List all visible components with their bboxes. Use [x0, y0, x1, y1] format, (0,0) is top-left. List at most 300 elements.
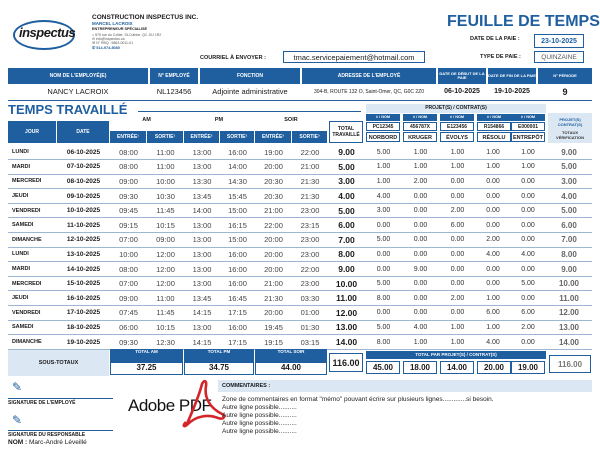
projects-total-header [548, 113, 592, 143]
period[interactable]: 9 [562, 87, 568, 97]
row-project-hours[interactable]: 0.00 [510, 291, 546, 306]
row-project-hours[interactable]: 5.00 [365, 276, 402, 291]
project-name[interactable]: KRUGER [403, 132, 437, 142]
subtotal-soir: 44.00 [255, 362, 327, 375]
row-project-hours[interactable]: 1.00 [476, 320, 510, 335]
row-time[interactable]: 14:30 [220, 174, 255, 189]
row-time[interactable]: 20:30 [255, 189, 292, 204]
timesheet-rows [8, 145, 592, 350]
row-time[interactable]: 16:00 [220, 276, 255, 291]
row-project-hours[interactable]: 0.00 [402, 306, 439, 321]
subtotal-am-label: TOTAL AM [110, 349, 183, 362]
row-project-hours[interactable]: 0.00 [402, 276, 439, 291]
row-time[interactable]: 12:00 [147, 276, 184, 291]
row-project-total: 6.00 [546, 218, 592, 233]
col-am: AM [142, 117, 151, 123]
row-date[interactable]: 14-10-2025 [57, 262, 110, 277]
row-project-hours[interactable]: 0.00 [402, 189, 439, 204]
row-project-hours[interactable]: 0.00 [365, 218, 402, 233]
row-time[interactable]: 23:00 [292, 247, 328, 262]
emp-function[interactable]: Adjointe administrative [212, 87, 288, 96]
row-time[interactable]: 07:00 [110, 233, 147, 248]
table-row [8, 189, 592, 204]
row-time[interactable]: 17:15 [220, 335, 255, 350]
row-time[interactable]: 21:30 [292, 174, 328, 189]
col-total: TOTAL TRAVAILLÉ [329, 121, 363, 143]
col-date: DATE [57, 121, 109, 143]
emp-address[interactable]: 304-B, ROUTE 132 O, Saint-Omer, QC, G0C 2Z0 [313, 89, 425, 95]
row-date[interactable]: 16-10-2025 [57, 291, 110, 306]
row-day: JEUDI [8, 291, 57, 306]
row-project-hours[interactable]: 2.00 [402, 174, 439, 189]
pencil-icon: ✎ [12, 380, 23, 394]
emp-name[interactable]: NANCY LACROIX [47, 87, 109, 96]
row-project-hours[interactable]: 0.00 [439, 189, 476, 204]
row-time[interactable]: 13:30 [184, 174, 220, 189]
row-date[interactable]: 08-10-2025 [57, 174, 110, 189]
subtotal-total: 116.00 [329, 353, 363, 372]
row-project-total: 9.00 [546, 145, 592, 160]
row-project-hours[interactable]: 2.00 [439, 203, 476, 218]
table-row [8, 335, 592, 350]
col-sortie-3: SORTIE³ [292, 131, 327, 143]
row-time[interactable]: 12:00 [147, 262, 184, 277]
row-project-hours[interactable]: 1.00 [439, 320, 476, 335]
row-project-hours[interactable]: 0.00 [402, 247, 439, 262]
comments-label: COMMENTAIRES : [218, 380, 592, 392]
row-time[interactable]: 14:00 [220, 160, 255, 175]
row-project-hours[interactable]: 0.00 [439, 174, 476, 189]
row-time[interactable]: 13:00 [184, 276, 220, 291]
row-project-hours[interactable]: 8.00 [365, 335, 402, 350]
row-project-hours[interactable]: 4.00 [365, 189, 402, 204]
project-num-label: # / NOM [511, 114, 545, 121]
row-project-hours[interactable]: 0.00 [402, 218, 439, 233]
emp-number-header: N° EMPLOYÉ [150, 68, 198, 84]
pay-end-header: DATE DE FIN DE LA PAIE [488, 68, 536, 84]
row-project-total: 10.00 [546, 276, 592, 291]
row-project-hours[interactable]: 1.00 [365, 174, 402, 189]
row-project-hours[interactable]: 2.00 [476, 233, 510, 248]
row-time[interactable]: 13:00 [184, 218, 220, 233]
row-project-hours[interactable]: 4.00 [402, 320, 439, 335]
subtotal-proj-label: TOTAL PAR PROJET(S) / CONTRAT(S) [366, 351, 546, 359]
table-row [8, 306, 592, 321]
row-project-hours[interactable]: 1.00 [439, 145, 476, 160]
row-project-hours[interactable]: 0.00 [510, 174, 546, 189]
row-project-hours[interactable]: 0.00 [476, 276, 510, 291]
row-time[interactable]: 08:00 [110, 145, 147, 160]
row-project-hours[interactable]: 5.00 [365, 320, 402, 335]
row-project-hours[interactable]: 0.00 [476, 218, 510, 233]
section-title: TEMPS TRAVAILLÉ [8, 102, 128, 117]
pay-end[interactable]: 19-10-2025 [494, 88, 530, 95]
col-day: JOUR [8, 121, 56, 143]
row-project-total: 13.00 [546, 320, 592, 335]
projects-total-sub: TOTAUX VÉRIFICATION [556, 130, 584, 140]
company-rbq: ⚒ N° RBQ : 5863-0011-01 [92, 41, 134, 45]
row-project-hours[interactable]: 1.00 [510, 145, 546, 160]
row-project-hours[interactable]: 0.00 [510, 218, 546, 233]
row-project-hours[interactable]: 1.00 [365, 160, 402, 175]
row-total: 14.00 [328, 335, 365, 350]
row-day: DIMANCHE [8, 335, 57, 350]
row-time[interactable]: 20:00 [255, 262, 292, 277]
row-project-hours[interactable]: 0.00 [476, 262, 510, 277]
project-name[interactable]: ÉVOLYS [440, 132, 474, 142]
row-date[interactable]: 06-10-2025 [57, 145, 110, 160]
row-project-hours[interactable]: 1.00 [439, 335, 476, 350]
row-time[interactable]: 16:00 [220, 247, 255, 262]
row-project-hours[interactable]: 0.00 [439, 306, 476, 321]
row-time[interactable]: 21:00 [292, 160, 328, 175]
table-row [8, 145, 592, 160]
row-time[interactable]: 09:00 [110, 291, 147, 306]
row-total: 5.00 [328, 203, 365, 218]
row-project-hours[interactable]: 1.00 [402, 335, 439, 350]
row-project-hours[interactable]: 0.00 [510, 262, 546, 277]
pay-type-value[interactable]: QUINZAINE [534, 51, 584, 63]
project-num-label: # / NOM [477, 114, 511, 121]
row-time[interactable]: 11:45 [147, 306, 184, 321]
company-address: ⌂ 575 rue du Collier, St-Cuthbe, QC J0J 1R2 [92, 33, 162, 37]
table-row [8, 291, 592, 306]
row-time[interactable]: 11:00 [147, 291, 184, 306]
col-sortie-2: SORTIE² [220, 131, 254, 143]
row-time[interactable]: 06:00 [110, 320, 147, 335]
row-day: MARDI [8, 160, 57, 175]
row-time[interactable]: 09:00 [110, 174, 147, 189]
row-time[interactable]: 15:45 [220, 189, 255, 204]
row-project-hours[interactable]: 1.00 [402, 160, 439, 175]
project-code[interactable]: E123456 [440, 122, 474, 131]
row-total: 3.00 [328, 174, 365, 189]
projects-header: PROJET(S) / CONTRAT(S) [366, 104, 546, 113]
row-project-hours[interactable]: 6.00 [476, 306, 510, 321]
row-project-hours[interactable]: 0.00 [439, 276, 476, 291]
row-time[interactable]: 20:00 [255, 306, 292, 321]
row-total: 11.00 [328, 291, 365, 306]
row-total: 8.00 [328, 247, 365, 262]
row-project-hours[interactable]: 1.00 [439, 160, 476, 175]
row-time[interactable]: 15:00 [220, 203, 255, 218]
row-project-hours[interactable]: 0.00 [476, 203, 510, 218]
project-code[interactable]: PC12345 [366, 122, 400, 131]
row-total: 10.00 [328, 276, 365, 291]
row-total: 12.00 [328, 306, 365, 321]
company-contact: MARCEL LACROIX [92, 21, 133, 26]
row-time[interactable]: 15:00 [220, 233, 255, 248]
row-date[interactable]: 19-10-2025 [57, 335, 110, 350]
emp-address-header: ADRESSE DE L'EMPLOYÉ [302, 68, 436, 84]
row-time[interactable]: 09:30 [110, 335, 147, 350]
row-time[interactable]: 12:30 [147, 335, 184, 350]
project-name[interactable]: ENTREPÔT [511, 132, 545, 142]
row-total: 7.00 [328, 233, 365, 248]
row-project-hours[interactable]: 1.00 [402, 145, 439, 160]
row-project-hours[interactable]: 0.00 [476, 174, 510, 189]
row-date[interactable]: 15-10-2025 [57, 276, 110, 291]
row-project-hours[interactable]: 0.00 [402, 203, 439, 218]
row-time[interactable]: 03:30 [292, 291, 328, 306]
row-day: MERCREDI [8, 174, 57, 189]
emp-name-header: NOM DE L'EMPLOYÉ(E) [8, 68, 148, 84]
row-total: 5.00 [328, 160, 365, 175]
subtotal-pm: 34.75 [184, 362, 254, 375]
col-soir: SOIR [284, 117, 298, 123]
comment-line: Zone de commentaires en format "mémo" pouvant écrire sur plusieurs lignes.............si besoin. [222, 396, 494, 403]
table-row [8, 160, 592, 175]
row-time[interactable]: 07:00 [110, 276, 147, 291]
comments-box[interactable] [222, 396, 590, 436]
row-project-hours[interactable]: 6.00 [439, 218, 476, 233]
row-project-hours[interactable]: 4.00 [510, 247, 546, 262]
pay-date-label: DATE DE LA PAIE : [470, 36, 520, 42]
row-day: MERCREDI [8, 276, 57, 291]
row-total: 9.00 [328, 262, 365, 277]
comment-line: Autre ligne possible.......... [222, 404, 297, 411]
row-time[interactable]: 16:15 [220, 218, 255, 233]
row-date[interactable]: 12-10-2025 [57, 233, 110, 248]
project-subtotal: 14.00 [440, 361, 474, 374]
row-project-total: 7.00 [546, 233, 592, 248]
row-time[interactable]: 16:00 [220, 262, 255, 277]
row-time[interactable]: 21:30 [292, 189, 328, 204]
row-project-hours[interactable]: 0.00 [365, 306, 402, 321]
project-code[interactable]: R154866 [477, 122, 511, 131]
row-time[interactable]: 22:00 [292, 145, 328, 160]
row-project-total: 5.00 [546, 203, 592, 218]
project-num-label: # / NOM [440, 114, 474, 121]
col-entree-3: ENTRÉE³ [255, 131, 291, 143]
row-time[interactable]: 21:00 [255, 203, 292, 218]
row-project-hours[interactable]: 2.00 [510, 320, 546, 335]
row-project-hours[interactable]: 6.00 [510, 306, 546, 321]
table-row [8, 262, 592, 277]
row-time[interactable]: 16:00 [220, 320, 255, 335]
row-time[interactable]: 14:00 [184, 203, 220, 218]
company-logo-text: inspectus [19, 25, 76, 40]
row-project-total: 5.00 [546, 160, 592, 175]
table-row [8, 247, 592, 262]
timesheet-table [8, 145, 592, 350]
row-total: 13.00 [328, 320, 365, 335]
company-info [92, 14, 252, 50]
row-project-hours[interactable]: 1.00 [476, 160, 510, 175]
project-code[interactable]: E000001 [511, 122, 545, 131]
row-time[interactable]: 12:00 [147, 247, 184, 262]
row-project-hours[interactable]: 0.00 [510, 189, 546, 204]
row-time[interactable]: 19:15 [255, 335, 292, 350]
row-time[interactable]: 23:00 [292, 203, 328, 218]
row-time[interactable]: 10:00 [110, 247, 147, 262]
signature-manager-line [8, 430, 113, 431]
project-subtotal: 45.00 [366, 361, 400, 374]
row-time[interactable]: 20:00 [255, 233, 292, 248]
col-sortie-1: SORTIE¹ [147, 131, 183, 143]
row-time[interactable]: 16:00 [220, 145, 255, 160]
row-time[interactable]: 22:00 [292, 262, 328, 277]
row-time[interactable]: 10:15 [147, 320, 184, 335]
row-project-hours[interactable]: 1.00 [476, 291, 510, 306]
row-project-hours[interactable]: 3.00 [365, 203, 402, 218]
subtotal-soir-label: TOTAL SOIR [255, 349, 327, 362]
row-time[interactable]: 13:00 [184, 160, 220, 175]
period-header: N° PÉRIODE [538, 68, 592, 84]
row-date[interactable]: 18-10-2025 [57, 320, 110, 335]
email-label: COURRIEL À ENVOYER : [200, 55, 266, 61]
table-row [8, 218, 592, 233]
row-project-hours[interactable]: 4.00 [476, 247, 510, 262]
row-project-hours[interactable]: 0.00 [476, 189, 510, 204]
table-row [8, 174, 592, 189]
row-time[interactable]: 03:15 [292, 335, 328, 350]
pay-start-header: DATE DE DÉBUT DE LA PAIE [438, 68, 486, 84]
row-time[interactable]: 10:00 [147, 174, 184, 189]
row-project-hours[interactable]: 8.00 [365, 291, 402, 306]
row-project-total: 14.00 [546, 335, 592, 350]
row-project-total: 9.00 [546, 262, 592, 277]
row-time[interactable]: 11:00 [147, 160, 184, 175]
subtotal-proj-total: 116.00 [549, 355, 591, 373]
email-value[interactable]: tmac.servicepaiement@hotmail.com [283, 51, 425, 63]
table-row [8, 203, 592, 218]
row-time[interactable]: 14:15 [184, 335, 220, 350]
row-time[interactable]: 20:00 [255, 247, 292, 262]
row-time[interactable]: 08:00 [110, 160, 147, 175]
row-time[interactable]: 21:30 [255, 291, 292, 306]
row-time[interactable]: 11:00 [147, 145, 184, 160]
row-time[interactable]: 22:00 [255, 218, 292, 233]
row-time[interactable]: 09:45 [110, 203, 147, 218]
row-time[interactable]: 13:45 [184, 291, 220, 306]
row-date[interactable]: 10-10-2025 [57, 203, 110, 218]
page-title: FEUILLE DE TEMPS [447, 13, 600, 30]
company-subtitle: ENTREPRENEUR SPÉCIALISÉ [92, 27, 148, 31]
row-project-hours[interactable]: 0.00 [439, 247, 476, 262]
row-time[interactable]: 09:30 [110, 189, 147, 204]
row-project-hours[interactable]: 5.00 [510, 276, 546, 291]
row-date[interactable]: 17-10-2025 [57, 306, 110, 321]
emp-function-header: FONCTION [200, 68, 300, 84]
project-subtotal: 20.00 [477, 361, 511, 374]
row-project-hours[interactable]: 0.00 [510, 203, 546, 218]
row-time[interactable]: 19:45 [255, 320, 292, 335]
row-day: SAMEDI [8, 320, 57, 335]
divider [8, 100, 592, 101]
row-time[interactable]: 16:45 [220, 291, 255, 306]
project-subtotal: 18.00 [403, 361, 437, 374]
row-time[interactable]: 23:00 [292, 276, 328, 291]
row-time[interactable]: 21:00 [255, 276, 292, 291]
pay-start[interactable]: 06-10-2025 [444, 88, 480, 95]
pay-date-value[interactable]: 23-10-2025 [534, 34, 584, 48]
project-name[interactable]: NORBORD [366, 132, 400, 142]
row-day: SAMEDI [8, 218, 57, 233]
row-time[interactable]: 13:45 [184, 189, 220, 204]
project-num-label: # / NOM [403, 114, 437, 121]
emp-number[interactable]: NL123456 [156, 87, 192, 96]
row-project-hours[interactable]: 0.00 [439, 233, 476, 248]
row-time[interactable]: 13:00 [184, 247, 220, 262]
row-project-hours[interactable]: 0.00 [439, 262, 476, 277]
row-time[interactable]: 14:15 [184, 306, 220, 321]
row-time[interactable]: 01:00 [292, 306, 328, 321]
signature-manager-label: SIGNATURE DU RESPONSABLE [8, 432, 86, 438]
row-project-hours[interactable]: 9.00 [402, 262, 439, 277]
row-time[interactable]: 13:00 [184, 320, 220, 335]
row-date[interactable]: 11-10-2025 [57, 218, 110, 233]
row-project-hours[interactable]: 5.00 [365, 145, 402, 160]
row-time[interactable]: 11:45 [147, 203, 184, 218]
row-project-hours[interactable]: 0.00 [402, 233, 439, 248]
row-project-hours[interactable]: 1.00 [510, 160, 546, 175]
company-email: ✉ info@inspectus.ca [92, 37, 125, 41]
comment-line: Autre ligne possible.......... [222, 420, 297, 427]
row-date[interactable]: 09-10-2025 [57, 189, 110, 204]
row-time[interactable]: 13:00 [184, 145, 220, 160]
table-row [8, 320, 592, 335]
row-time[interactable]: 10:30 [147, 189, 184, 204]
row-day: LUNDI [8, 145, 57, 160]
row-time[interactable]: 20:30 [255, 174, 292, 189]
row-project-hours[interactable]: 1.00 [476, 145, 510, 160]
project-code[interactable]: 456787X [403, 122, 437, 131]
row-project-hours[interactable]: 0.00 [510, 233, 546, 248]
row-day: DIMANCHE [8, 233, 57, 248]
row-project-total: 11.00 [546, 291, 592, 306]
row-project-hours[interactable]: 2.00 [439, 291, 476, 306]
row-date[interactable]: 13-10-2025 [57, 247, 110, 262]
table-row [8, 276, 592, 291]
row-project-hours[interactable]: 4.00 [476, 335, 510, 350]
row-time[interactable]: 13:00 [184, 233, 220, 248]
row-day: VENDREDI [8, 306, 57, 321]
row-time[interactable]: 13:00 [184, 262, 220, 277]
row-project-total: 3.00 [546, 174, 592, 189]
row-time[interactable]: 08:00 [110, 262, 147, 277]
row-time[interactable]: 09:00 [147, 233, 184, 248]
subtotal-am: 37.25 [110, 362, 183, 375]
section-rule [138, 111, 361, 112]
row-time[interactable]: 09:15 [110, 218, 147, 233]
row-time[interactable]: 17:15 [220, 306, 255, 321]
row-project-hours[interactable]: 0.00 [510, 335, 546, 350]
row-project-total: 4.00 [546, 189, 592, 204]
manager-name: NOM : Marc-André Léveillé [8, 439, 87, 446]
row-project-hours[interactable]: 5.00 [365, 233, 402, 248]
row-time[interactable]: 23:15 [292, 218, 328, 233]
row-project-hours[interactable]: 0.00 [402, 291, 439, 306]
signature-employee-label: SIGNATURE DE L'EMPLOYÉ [8, 400, 76, 406]
row-total: 9.00 [328, 145, 365, 160]
comment-line: Autre ligne possible.......... [222, 412, 297, 419]
row-time[interactable]: 20:00 [255, 160, 292, 175]
row-project-hours[interactable]: 0.00 [365, 262, 402, 277]
subtotal-pm-label: TOTAL PM [184, 349, 254, 362]
row-time[interactable]: 07:45 [110, 306, 147, 321]
row-project-hours[interactable]: 0.00 [365, 247, 402, 262]
row-time[interactable]: 10:15 [147, 218, 184, 233]
pencil-icon: ✎ [12, 413, 23, 427]
project-name[interactable]: RÉSOLU [477, 132, 511, 142]
row-time[interactable]: 23:00 [292, 233, 328, 248]
row-total: 4.00 [328, 189, 365, 204]
row-date[interactable]: 07-10-2025 [57, 160, 110, 175]
col-entree-2: ENTRÉE² [184, 131, 219, 143]
row-time[interactable]: 01:30 [292, 320, 328, 335]
row-time[interactable]: 19:00 [255, 145, 292, 160]
